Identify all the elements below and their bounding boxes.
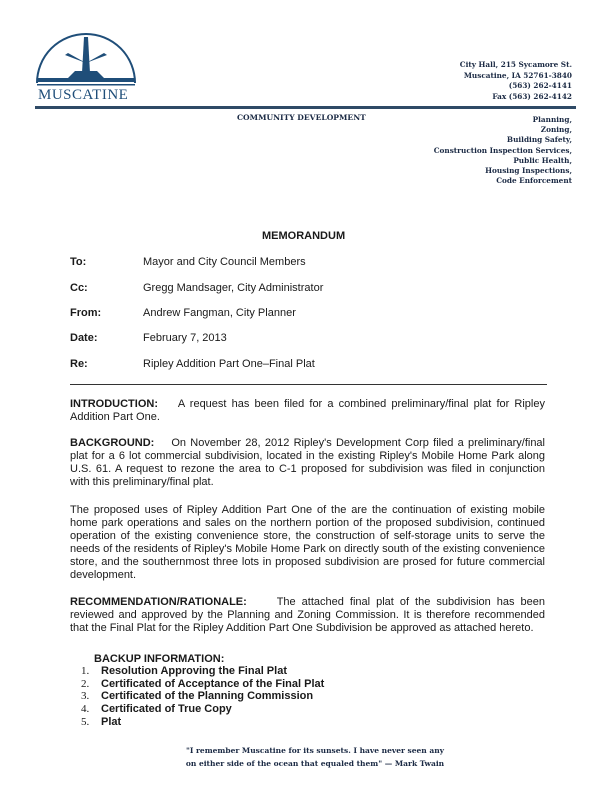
backup-item	[81, 690, 324, 703]
sunset-lighthouse-icon	[35, 33, 137, 89]
item-number: 2.	[81, 677, 90, 690]
backup-item	[81, 716, 324, 729]
city-hall-address	[460, 60, 572, 102]
header-divider	[35, 106, 576, 109]
item-text: Certificated of the Planning Commission	[101, 690, 314, 703]
services-list	[434, 115, 572, 186]
header-value: Mayor and City Council Members	[143, 256, 306, 268]
header-value: Andrew Fangman, City Planner	[143, 307, 296, 319]
backup-list	[81, 665, 324, 729]
header-label: To:	[70, 256, 87, 268]
service-item: Planning,	[532, 115, 572, 124]
service-item: Public Health,	[513, 155, 572, 165]
service-item: Zoning,	[540, 125, 572, 135]
quote-line: "I remember Muscatine for its sunsets. I have never seen any	[185, 746, 445, 755]
mark-twain-quote	[150, 745, 480, 770]
fax: Fax (563) 262-4142	[492, 91, 572, 101]
service-item: Construction Inspection Services,	[433, 145, 572, 155]
header-value: February 7, 2013	[143, 332, 227, 344]
introduction-text: A request has been filed for a combined preliminary/final plat for Ripley Addition Part One.	[70, 398, 545, 423]
service-item: Building Safety,	[506, 135, 572, 145]
introduction-paragraph	[70, 398, 545, 424]
phone: (563) 262-4141	[508, 81, 572, 90]
header-label: Cc:	[70, 282, 88, 294]
header-label: Re:	[70, 358, 88, 370]
address-line: Muscatine, IA 52761-3840	[463, 70, 572, 80]
item-text: Certificated of Acceptance of the Final Plat	[101, 677, 325, 690]
service-item: Housing Inspections,	[485, 166, 572, 176]
item-number: 1.	[81, 665, 90, 677]
proposed-uses-paragraph: The proposed uses of Ripley Addition Part One of the are the continuation of existing mobile home park operations and sales on the northern portion of the proposed subdivision, continued operation of the existing convenience store, the construction of self-storage units to serve the needs of the residents of Ripley's Mobile Home Park on directly south of the existing convenience store, and the southernmost three lots in proposed subdivision are prosed for future commercial development.	[70, 504, 545, 581]
background-text: On November 28, 2012 Ripley's Development Corp filed a preliminary/final plat for a 6 lot commercial subdivision, located in the existing Ripley's Mobile Home Park along U.S. 61. A request to rezone the area to C-1 proposed for subdivision was filed in conjunction with this preliminary/final plat.	[70, 437, 545, 488]
recommendation-text: The attached final plat of the subdivision has been reviewed and approved by the Planning and Zoning Commission. It is therefore recommended that the Final Plat for the Ripley Addition Part One Subdivision be approved as attached hereto.	[70, 596, 545, 634]
header-label: From:	[70, 307, 102, 319]
header-label: Date:	[70, 332, 98, 344]
item-text: Plat	[101, 715, 122, 728]
header-value: Ripley Addition Part One–Final Plat	[143, 358, 315, 370]
backup-item	[81, 665, 324, 678]
recommendation-paragraph	[70, 596, 545, 635]
backup-heading: BACKUP INFORMATION:	[94, 653, 225, 665]
item-number: 3.	[81, 690, 90, 703]
background-heading: BACKGROUND:	[70, 437, 155, 449]
item-number: 4.	[81, 703, 90, 716]
background-paragraph	[70, 437, 545, 489]
item-text: Certificated of True Copy	[101, 703, 232, 716]
quote-line: on either side of the ocean that equaled them" — Mark Twain	[185, 758, 445, 768]
memo-title: MEMORANDUM	[262, 230, 346, 242]
city-name: MUSCATINE	[38, 87, 129, 103]
header-value: Gregg Mandsager, City Administrator	[143, 282, 324, 294]
item-number: 5.	[81, 715, 90, 728]
address-line: City Hall, 215 Sycamore St.	[459, 60, 572, 69]
department-name: COMMUNITY DEVELOPMENT	[237, 113, 366, 122]
introduction-heading: INTRODUCTION:	[70, 398, 158, 410]
backup-item	[81, 703, 324, 716]
header-rule	[70, 384, 547, 385]
service-item: Code Enforcement	[496, 176, 572, 186]
recommendation-heading: RECOMMENDATION/RATIONALE:	[70, 596, 247, 608]
item-text: Resolution Approving the Final Plat	[101, 665, 287, 677]
backup-item	[81, 678, 324, 691]
